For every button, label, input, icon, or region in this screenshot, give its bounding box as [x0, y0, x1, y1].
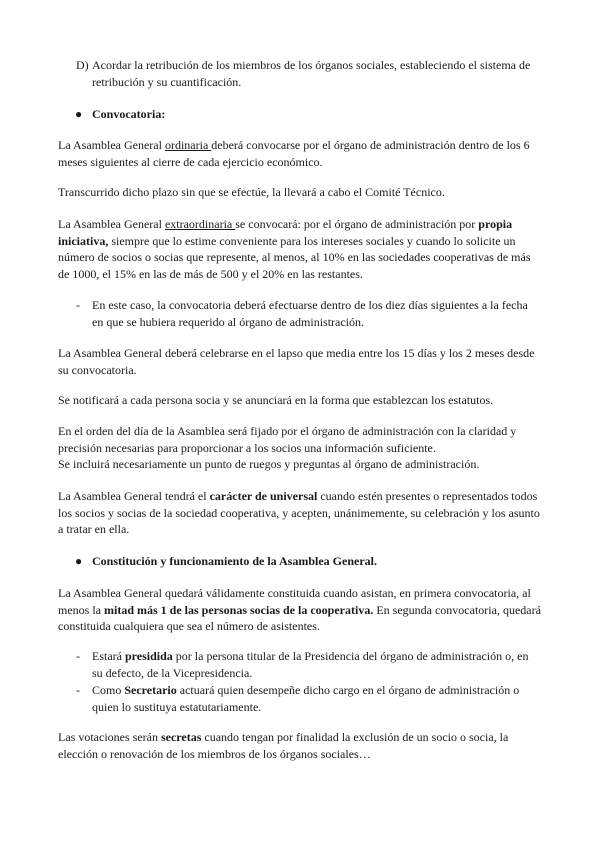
section-heading-constitucion: Constitución y funcionamiento de la Asamblea General.	[92, 554, 378, 568]
list-marker-dash: -	[76, 649, 80, 663]
paragraph-constitucion: La Asamblea General quedará válidamente constituida cuando asistan, en primera convocatoria, al menos la mitad más 1 de las personas socias de la cooperativa. En segunda convocatoria, quedará constituida cualquiera que sea el número de asistentes.	[58, 586, 541, 633]
bullet-icon: ●	[75, 554, 83, 568]
section-heading-convocatoria: Convocatoria:	[92, 107, 166, 121]
list-item-secretario: Como Secretario actuará quien desempeñe dicho cargo en el órgano de administración o quien lo sustituya estatutariamente.	[92, 683, 520, 714]
paragraph-ordinaria: La Asamblea General ordinaria deberá convocarse por el órgano de administración dentro de los 6 meses siguientes al cierre de cada ejercicio económico.	[58, 138, 530, 169]
paragraph-comite: Transcurrido dicho plazo sin que se efectúe, la llevará a cabo el Comité Técnico.	[58, 185, 445, 199]
list-item-d: Acordar la retribución de los miembros de los órganos sociales, estableciendo el sistema de retribución y su cuantificación.	[92, 58, 531, 89]
list-marker-d: D)	[76, 58, 89, 72]
paragraph-votaciones: Las votaciones serán secretas cuando tengan por finalidad la exclusión de un socio o socia, la elección o renovación de los miembros de los órganos sociales…	[58, 730, 509, 761]
list-marker-dash: -	[76, 298, 80, 312]
paragraph-orden-del-dia: En el orden del día de la Asamblea será fijado por el órgano de administración con la claridad y precisión necesarias para proporcionar a los socios una información suficiente. Se incluirá necesariamente un punto de ruegos y preguntas al órgano de administración.	[58, 424, 517, 471]
paragraph-notificacion: Se notificará a cada persona socia y se anunciará en la forma que establezcan los estatutos.	[58, 393, 494, 407]
list-marker-dash: -	[76, 683, 80, 697]
list-item-plazo: En este caso, la convocatoria deberá efectuarse dentro de los diez días siguientes a la fecha en que se hubiera requerido al órgano de administración.	[92, 298, 528, 329]
list-item-presidida: Estará presidida por la persona titular de la Presidencia del órgano de administración o, en su defecto, de la Vicepresidencia.	[92, 649, 529, 680]
bullet-icon: ●	[75, 107, 83, 121]
paragraph-lapso: La Asamblea General deberá celebrarse en el lapso que media entre los 15 días y los 2 meses desde su convocatoria.	[58, 346, 535, 377]
paragraph-universal: La Asamblea General tendrá el carácter de universal cuando estén presentes o representados todos los socios y socias de la sociedad cooperativa, y acepten, unánimemente, su celebración y los asunto a tratar en ella.	[58, 489, 540, 536]
paragraph-extraordinaria: La Asamblea General extraordinaria se convocará: por el órgano de administración por propia iniciativa, siempre que lo estime conveniente para los intereses sociales y cuando lo solicite un número de socios o socias que represente, al menos, al 10% en las sociedades cooperativas de más de 1000, el 15% en las de más de 500 y el 20% en las restantes.	[58, 217, 531, 281]
